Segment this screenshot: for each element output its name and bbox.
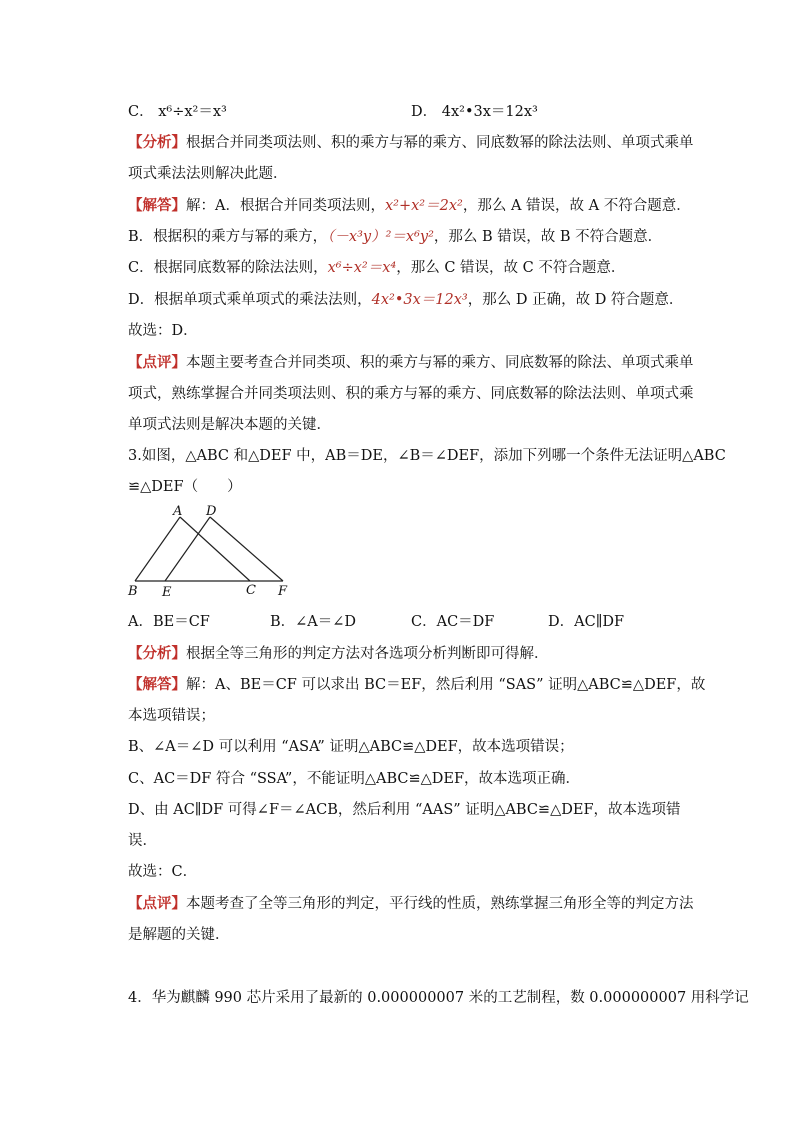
q3-answer-a-line-1 xyxy=(128,675,705,695)
q3-stem-line-2: ≌△DEF（ ） xyxy=(128,479,242,495)
label-a: A xyxy=(173,505,183,519)
q2-comment-line-2: 项式，熟练掌握合并同类项法则、积的乘方与幂的乘方、同底数幂的除法法则、单项式乘 xyxy=(128,386,694,402)
q3-comment-line-1 xyxy=(128,894,694,914)
q2-answer-d xyxy=(128,290,683,310)
q3-answer-d-line-1: D、由 AC∥DF 可得∠F＝∠ACB，然后利用 “AAS” 证明△ABC≌△DEF，故本选项错 xyxy=(128,802,681,818)
math-expression: （－x³y）²＝x⁶y² xyxy=(327,229,434,245)
q3-option-d: D．AC∥DF xyxy=(548,614,625,630)
q2-comment-line-1 xyxy=(128,353,694,373)
answer-tag: 【解答】 xyxy=(128,676,186,693)
q3-answer-c: C、AC＝DF 符合 “SSA”，不能证明△ABC≌△DEF，故本选项正确． xyxy=(128,771,581,787)
label-b: B xyxy=(128,584,138,599)
q3-answer-d-line-2: 误． xyxy=(128,833,157,849)
q2-option-d: D． 4x²•3x＝12x³ xyxy=(411,104,538,120)
label-c: C xyxy=(246,583,256,598)
q3-option-a: A．BE＝CF xyxy=(128,614,210,630)
q2-answer-a xyxy=(128,196,691,216)
segment-df xyxy=(210,517,283,581)
comment-text: 本题主要考查合并同类项、积的乘方与幂的乘方、同底数幂的除法、单项式乘单 xyxy=(186,355,694,371)
answer-text: 解：A．根据合并同类项法则， xyxy=(186,198,385,214)
comment-tag: 【点评】 xyxy=(128,895,186,912)
segment-de xyxy=(165,517,210,581)
q3-analysis xyxy=(128,644,549,664)
answer-text: ，那么 C 错误，故 C 不符合题意． xyxy=(396,260,626,276)
math-expression: x⁶÷x²＝x⁴ xyxy=(327,260,397,276)
triangle-figure xyxy=(120,505,300,605)
q2-option-c: C． x⁶÷x²＝x³ xyxy=(128,104,227,120)
math-expression: 4x²•3x＝12x³ xyxy=(371,292,468,308)
label-f: F xyxy=(278,584,288,599)
q3-stem-line-1: 3.如图，△ABC 和△DEF 中，AB＝DE，∠B＝∠DEF，添加下列哪一个条件无法证明△ABC xyxy=(128,448,726,464)
analysis-text: 根据合并同类项法则、积的乘方与幂的乘方、同底数幂的除法法则、单项式乘单 xyxy=(186,135,694,151)
comment-tag: 【点评】 xyxy=(128,354,186,371)
answer-text: ，那么 D 正确，故 D 符合题意． xyxy=(467,292,684,308)
label-d: D xyxy=(206,505,217,519)
answer-text: 解：A、BE＝CF 可以求出 BC＝EF，然后利用 “SAS” 证明△ABC≌△DEF，故 xyxy=(186,677,706,693)
math-expression: x²+x²＝2x² xyxy=(384,198,463,214)
comment-text: 本题考查了全等三角形的判定，平行线的性质，熟练掌握三角形全等的判定方法 xyxy=(186,896,694,912)
q3-answer-a-line-2: 本选项错误； xyxy=(128,708,215,724)
answer-text: ，那么 A 错误，故 A 不符合题意． xyxy=(462,198,691,214)
analysis-tag: 【分析】 xyxy=(128,645,186,662)
q3-option-b: B．∠A＝∠D xyxy=(270,614,357,630)
answer-tag: 【解答】 xyxy=(128,197,186,214)
q3-comment-line-2: 是解题的关键． xyxy=(128,927,230,943)
analysis-tag: 【分析】 xyxy=(128,134,186,151)
q3-choice: 故选：C． xyxy=(128,864,198,880)
answer-text: ，那么 B 错误，故 B 不符合题意． xyxy=(433,229,663,245)
answer-text: D．根据单项式乘单项式的乘法法则， xyxy=(128,292,372,308)
q2-comment-line-3: 单项式法则是解决本题的关键． xyxy=(128,417,331,433)
q2-analysis-line-2: 项式乘法法则解决此题． xyxy=(128,166,288,182)
q2-answer-b xyxy=(128,227,662,247)
answer-text: B．根据积的乘方与幂的乘方， xyxy=(128,229,328,245)
q4-stem: 4．华为麒麟 990 芯片采用了最新的 0.000000007 米的工艺制程，数 0.000000007 用科学记 xyxy=(128,990,749,1006)
label-e: E xyxy=(162,585,172,600)
q2-analysis-line-1 xyxy=(128,133,694,153)
q3-answer-b: B、∠A＝∠D 可以利用 “ASA” 证明△ABC≌△DEF，故本选项错误； xyxy=(128,739,574,755)
analysis-text: 根据全等三角形的判定方法对各选项分析判断即可得解． xyxy=(186,646,549,662)
q2-choice: 故选：D． xyxy=(128,323,198,339)
segment-ab xyxy=(135,517,180,581)
q2-answer-c xyxy=(128,258,625,278)
q3-option-c: C．AC＝DF xyxy=(411,614,495,630)
answer-text: C．根据同底数幂的除法法则， xyxy=(128,260,328,276)
segment-ac xyxy=(180,517,250,581)
